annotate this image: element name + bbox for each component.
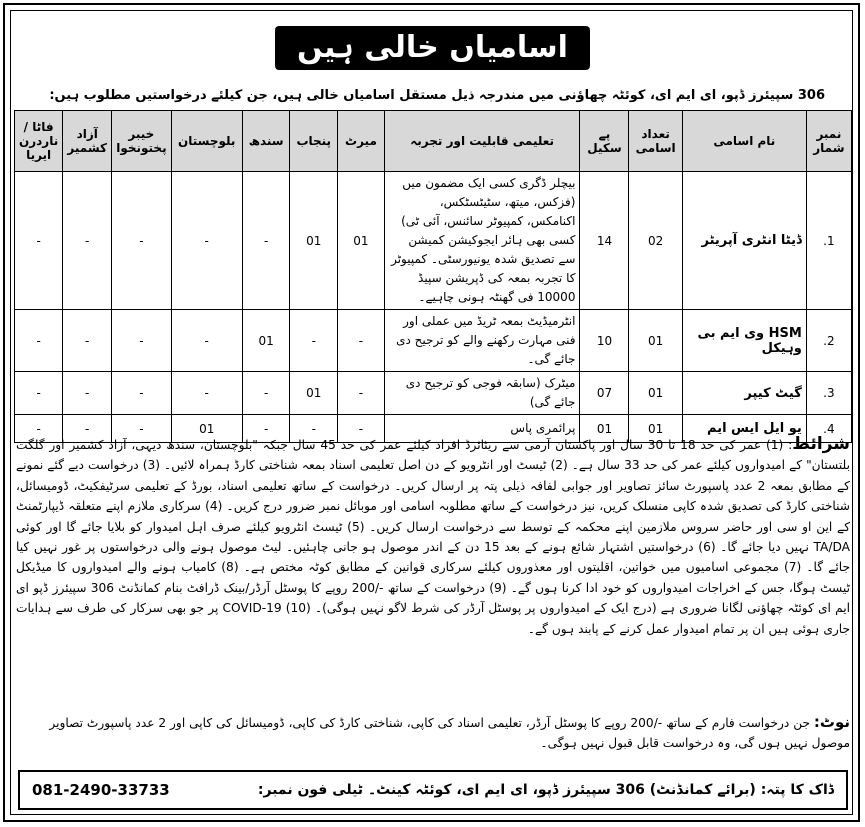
address-box [18,770,848,810]
cell-scale: 14 [580,172,629,310]
cell-count: 01 [629,310,682,372]
cell-count: 02 [629,172,682,310]
cell-qualification: انٹرمیڈیٹ بمعہ ٹریڈ میں عملی اور فنی مہارت رکھنے والے کو ترجیح دی جائے گی۔ [384,310,580,372]
cell-kpk: - [112,172,171,310]
cell-serial: 3. [806,372,851,415]
cell-ajk: - [63,415,112,443]
cell-fata: - [15,172,63,310]
cell-qualification: میٹرک (سابقہ فوجی کو ترجیح دی جائے گی) [384,372,580,415]
cell-qualification: پرائمری پاس [384,415,580,443]
note-heading: نوٹ: [813,713,850,731]
note-text: جن درخواست فارم کے ساتھ -/200 روپے کا پوسٹل آرڈر، تعلیمی اسناد کی کاپی، شناختی کارڈ کی کاپی، ڈومیسائل کی کاپی اور 2 عدد پاسپورٹ تصاویر موصول نہیں ہوں گی، وہ درخواست قابل قبول نہیں ہوگی۔ [49,716,850,751]
table-row [15,310,852,372]
cell-post: HSM وی ایم بی وہیکل [682,310,806,372]
cell-count: 01 [629,372,682,415]
cell-kpk: - [112,415,171,443]
cell-fata: - [15,310,63,372]
cell-count: 01 [629,415,682,443]
cell-fata: - [15,372,63,415]
cell-merit: - [338,310,385,372]
conditions-section: شرائط: (1) عمر کی حد 18 تا 30 سال اور پاکستان آرمی سے ریٹائرڈ افراد کیلئے عمر کی حد 45 سال جبکہ "بلوچستان، سندھ دیہی، آزاد کشمیر اور گلگت بلتستان" کے امیدواروں کیلئے عمر کی حد 33 سال ہے۔ (2) ٹیسٹ اور انٹرویو کے دن اصل تعلیمی اسناد بمعہ شناختی کارڈ ہمراہ لائیں۔ (3) درخواست دیے گئے نمونے کے مطابق بمعہ 2 عدد پاسپورٹ سائز تصاویر اور جوابی لفافہ ذیلی پتہ پر ارسال کریں۔ درخواست کے ساتھ تعلیمی اسناد، بورڈ کے تعلیمی سرٹیفکیٹ، ڈومیسائل، شناختی کارڈ کی تصدیق شدہ کاپی منسلک کریں، نیز درخواست کے ساتھ مطلوبہ اسامی اور موبائل نمبر ضرور درج کریں۔ (4) سرکاری ملازم اپنے متعلقہ ڈیپارٹمنٹ کے این او سی اور حاضر سروس ملازمین اپنے محکمہ کے توسط سے درخواست ارسال کریں۔ (5) ٹیسٹ انٹرویو کیلئے صرف اہل امیدوار کو بلایا جائے گا اور کوئی TA/DA نہیں دیا جائے گا۔ (6) درخواستیں اشتہار شائع ہونے کے بعد 15 دن کے اندر موصول ہو جانی چاہئیں۔ لیٹ موصول ہونے والی درخواستوں پر غور نہیں کیا جائے گا۔ (7) مجموعی اسامیوں میں خواتین، اقلیتوں اور معذوروں کیلئے سرکاری قوانین کے مطابق کوٹہ مختص ہے۔ (8) کامیاب ہونے والے امیدواروں کا میڈیکل ٹیسٹ ہوگا، جس کے اخراجات امیدواروں کو خود ادا کرنا ہوں گے۔ (9) درخواست کے ساتھ -/200 روپے کا پوسٹل آرڈر/بینک ڈرافٹ بنام کمانڈنٹ 306 سپیئرز ڈپو ای ایم ای کوئٹہ چھاؤنی لگانا ضروری ہے (درج ایک کے امیدواروں پر پوسٹل آرڈر کی شرط لاگو نہیں ہوگی)۔ (10) COVID-19 پر جو بھی سرکار کی طرف سے ہدایات جاری ہوئی ہیں ان پر تمام امیدوار عمل کرنے کے پابند ہوں گے۔ [16,434,851,636]
page-title: اسامیاں خالی ہیں [275,26,590,70]
header-fata: فاٹا / ناردرن ایریا [15,111,63,172]
cell-scale: 07 [580,372,629,415]
vacancy-table [14,110,852,443]
cell-punjab: 01 [290,372,338,415]
header-sindh: سندھ [242,111,290,172]
cell-sindh: - [242,372,290,415]
cell-sindh: - [242,172,290,310]
cell-qualification: بیچلر ڈگری کسی ایک مضمون میں (فزکس، میتھ، سٹیٹسٹکس، اکنامکس، کمپیوٹر سائنس، آئی ٹی) کسی بھی ہائر ایجوکیشن کمیشن سے تصدیق شدہ یونیورسٹی۔ کمپیوٹر کا تجربہ بمعہ کی ڈپریشن سپیڈ 10000 فی گھنٹہ ہونی چاہیے۔ [384,172,580,310]
header-merit: میرٹ [338,111,385,172]
cell-merit: - [338,372,385,415]
cell-balochistan: - [171,372,242,415]
header-count: تعداد اسامی [629,111,682,172]
table-row [15,372,852,415]
cell-kpk: - [112,310,171,372]
title-wrap [0,26,865,70]
cell-ajk: - [63,310,112,372]
header-post: نام اسامی [682,111,806,172]
cell-serial: 4. [806,415,851,443]
cell-ajk: - [63,172,112,310]
cell-balochistan: 01 [171,415,242,443]
intro-text: 306 سپیئرز ڈپو، ای ایم ای، کوئٹہ چھاؤنی میں مندرجہ ذیل مستقل اسامیاں خالی ہیں، جن کیلئے درخواستیں مطلوب ہیں: [49,88,825,103]
table-row [15,172,852,310]
cell-punjab: - [290,415,338,443]
cell-merit: 01 [338,172,385,310]
postal-address: ڈاک کا پتہ: (برائے کمانڈنٹ) 306 سپیئرز ڈپو، ای ایم ای، کوئٹہ کینٹ۔ ٹیلی فون نمبر: [257,782,834,798]
cell-sindh: 01 [242,310,290,372]
header-balochistan: بلوچستان [171,111,242,172]
header-serial: نمبر شمار [806,111,851,172]
cell-ajk: - [63,372,112,415]
cell-punjab: - [290,310,338,372]
cell-merit: - [338,415,385,443]
cell-kpk: - [112,372,171,415]
note-section [16,712,850,754]
phone-number: 081-2490-33733 [32,781,170,799]
cell-post: ڈیٹا انٹری آپریٹر [682,172,806,310]
cell-balochistan: - [171,172,242,310]
cell-scale: 01 [580,415,629,443]
cell-serial: 2. [806,310,851,372]
conditions-text: (1) عمر کی حد 18 تا 30 سال اور پاکستان آرمی سے ریٹائرڈ افراد کیلئے عمر کی حد 45 سال جبکہ "بلوچستان، سندھ دیہی، آزاد کشمیر اور گلگت بلتستان" کے امیدواروں کیلئے عمر کی حد 33 سال ہے۔ (2) ٹیسٹ اور انٹرویو کے دن اصل تعلیمی اسناد بمعہ شناختی کارڈ ہمراہ لائیں۔ (3) درخواست دیے گئے نمونے کے مطابق بمعہ 2 عدد پاسپورٹ سائز تصاویر اور جوابی لفافہ ذیلی پتہ پر ارسال کریں۔ درخواست کے ساتھ تعلیمی اسناد، بورڈ کے تعلیمی سرٹیفکیٹ، ڈومیسائل، شناختی کارڈ کی تصدیق شدہ کاپی منسلک کریں، نیز درخواست کے ساتھ مطلوبہ اسامی اور موبائل نمبر ضرور درج کریں۔ (4) سرکاری ملازم اپنے متعلقہ ڈیپارٹمنٹ کے این او سی اور حاضر سروس ملازمین اپنے محکمہ کے توسط سے درخواست ارسال کریں۔ (5) ٹیسٹ انٹرویو کیلئے صرف اہل امیدوار کو بلایا جائے گا اور کوئی TA/DA نہیں دیا جائے گا۔ (6) درخواستیں اشتہار شائع ہونے کے بعد 15 دن کے اندر موصول ہو جانی چاہئیں۔ لیٹ موصول ہونے والی درخواستوں پر غور نہیں کیا جائے گا۔ (7) مجموعی اسامیوں میں خواتین، اقلیتوں اور معذوروں کیلئے سرکاری قوانین کے مطابق کوٹہ مختص ہے۔ (8) کامیاب ہونے والے امیدواروں کا میڈیکل ٹیسٹ ہوگا، جس کے اخراجات امیدواروں کو خود ادا کرنا ہوں گے۔ (9) درخواست کے ساتھ -/200 روپے کا پوسٹل آرڈر/بینک ڈرافٹ بنام کمانڈنٹ 306 سپیئرز ڈپو ای ایم ای کوئٹہ چھاؤنی لگانا ضروری ہے (درج ایک کے امیدواروں پر پوسٹل آرڈر کی شرط لاگو نہیں ہوگی)۔ (10) COVID-19 پر جو بھی سرکار کی طرف سے ہدایات جاری ہوئی ہیں ان پر تمام امیدوار عمل کرنے کے پابند ہوں گے۔ [16,438,851,636]
header-ajk: آزاد کشمیر [63,111,112,172]
cell-punjab: 01 [290,172,338,310]
cell-sindh: - [242,415,290,443]
cell-post: یو ایل ایس ایم [682,415,806,443]
header-qualification: تعلیمی قابلیت اور تجربہ [384,111,580,172]
table-header-row [15,111,852,172]
conditions-heading: شرائط [792,434,850,454]
cell-serial: 1. [806,172,851,310]
cell-balochistan: - [171,310,242,372]
cell-scale: 10 [580,310,629,372]
cell-fata: - [15,415,63,443]
cell-post: گیٹ کیپر [682,372,806,415]
header-kpk: خیبر پختونخوا [112,111,171,172]
header-scale: پے سکیل [580,111,629,172]
header-punjab: پنجاب [290,111,338,172]
